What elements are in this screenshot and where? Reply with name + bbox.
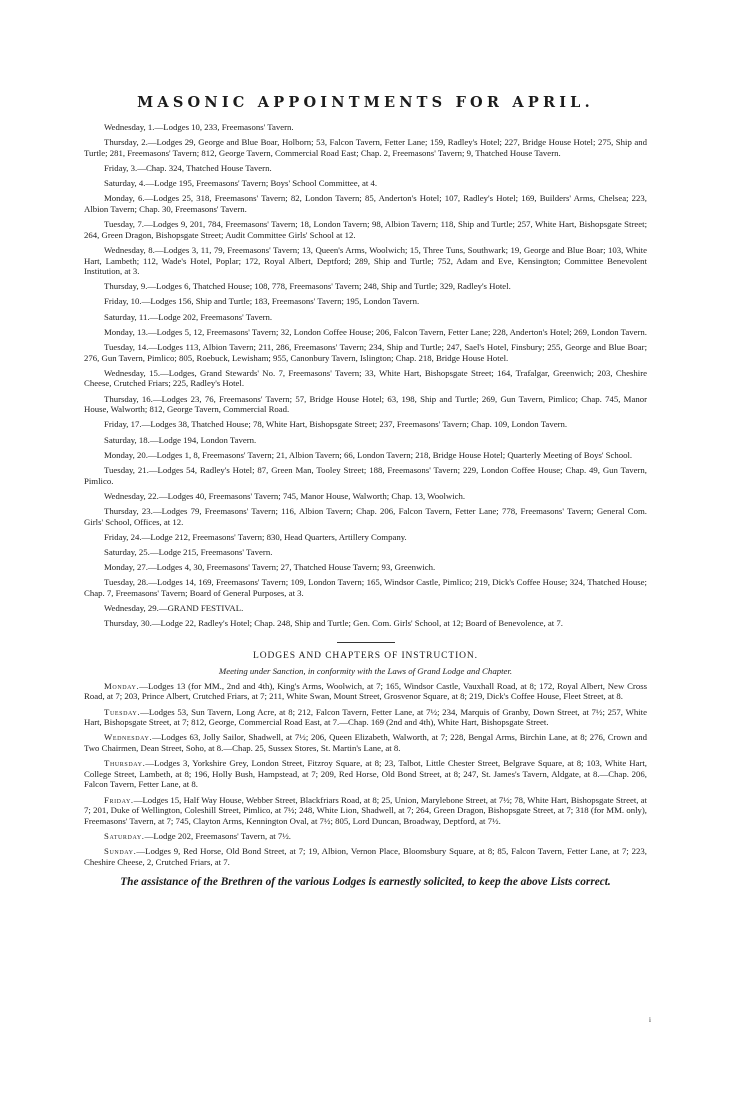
instruction-subheading: Meeting under Sanction, in conformity with the Laws of Grand Lodge and Chapter. bbox=[218, 665, 513, 676]
instruction-entry bbox=[84, 681, 647, 702]
instruction-text: —Lodges 13 (for MM., 2nd and 4th), King's Arms, Woolwich, at 7; 165, Windsor Castle, Vauxhall Road, at 8; 172, Royal Albert, New Cross Road, at 7; 203, Prince Albert, Crutched Friars, at 7; 211, White Swan, Mount Street, Grosvenor Square, at 8; 219, Dick's Coffee House, Fleet Street, at 8. bbox=[84, 680, 647, 702]
instruction-day: Friday. bbox=[104, 794, 134, 805]
instruction-text: —Lodges 15, Half Way House, Webber Street, Blackfriars Road, at 8; 25, Union, Marylebone Street, at 7½; 78, White Hart, Bishopsgate Street, at 7; 201, Duke of Wellington, Coleshill Street, Pimlico, at 7½; 248, White Lion, Shadwell, at 7; 264, Green Dragon, Bishopsgate Street, at 7; 318 (for MM. only), Freemasons' Tavern, at 7; 745, Clayton Arms, Kennington Oval, at 7½; 805, Lord Duncan, Broadway, Deptford, at 7½. bbox=[84, 794, 647, 826]
appointment-entry: Tuesday, 14.—Lodges 113, Albion Tavern; 211, 286, Freemasons' Tavern; 234, Ship and Turtle; 247, Sael's Hotel, Finsbury; 255, George and Blue Boar; 276, Gun Tavern, Pimlico; 805, Roebuck, Lewisham; 955, Canonbury Tavern, Islington; Chap. 218, Bridge House Hotel. bbox=[84, 342, 647, 363]
instruction-day: Monday. bbox=[104, 680, 140, 691]
instruction-text: —Lodges 53, Sun Tavern, Long Acre, at 8; 212, Falcon Tavern, Fetter Lane, at 7½; 234, Marquis of Granby, Down Street, at 7½; 257, White Hart, Bishopsgate Street, at 7; 812, George, Commercial Road East, at 7.—Chap. 169 (2nd and 4th), White Hart, Bishopsgate Street. bbox=[84, 706, 647, 728]
appointment-entry: Friday, 17.—Lodges 38, Thatched House; 78, White Hart, Bishopsgate Street; 237, Freemasons' Tavern; Chap. 109, London Tavern. bbox=[104, 419, 568, 430]
appointments-list bbox=[84, 122, 647, 629]
instruction-heading: LODGES AND CHAPTERS OF INSTRUCTION. bbox=[253, 650, 478, 661]
appointment-entry: Saturday, 25.—Lodge 215, Freemasons' Tavern. bbox=[104, 546, 273, 557]
instruction-entry bbox=[84, 846, 647, 867]
appointment-entry: Tuesday, 21.—Lodges 54, Radley's Hotel; 87, Green Man, Tooley Street; 188, Freemasons' Tavern; 229, London Coffee House; Chap. 49, Gun Tavern, Pimlico. bbox=[84, 464, 647, 486]
appointment-entry: Thursday, 23.—Lodges 79, Freemasons' Tavern; 116, Albion Tavern; Chap. 206, Falcon Tavern, Fetter Lane; 778, Freemasons' Tavern; General Com. Girls' School, Offices, at 12. bbox=[84, 505, 647, 527]
appointment-entry: Thursday, 9.—Lodges 6, Thatched House; 108, 778, Freemasons' Tavern; 248, Ship and Turtle; 329, Radley's Hotel. bbox=[104, 281, 511, 292]
appointment-entry: Thursday, 16.—Lodges 23, 76, Freemasons' Tavern; 57, Bridge House Hotel; 63, 198, Ship and Turtle; 269, Gun Tavern, Pimlico; Chap. 745, Manor House, Walworth; 812, George Tavern, Commercial Road. bbox=[84, 393, 647, 415]
instruction-day: Sunday. bbox=[104, 846, 137, 857]
margin-mark: i bbox=[649, 1016, 651, 1024]
instruction-entry bbox=[84, 795, 647, 827]
instruction-entry bbox=[84, 732, 647, 753]
appointment-entry: Monday, 20.—Lodges 1, 8, Freemasons' Tavern; 21, Albion Tavern; 66, London Tavern; 218, Bridge House Hotel; Quarterly Meeting of Boys' School. bbox=[104, 449, 633, 460]
instruction-text: —Lodges 3, Yorkshire Grey, London Street, Fitzroy Square, at 8; 23, Talbot, Little Chester Street, Belgrave Square, at 8; 103, White Hart, College Street, Lambeth, at 8; 196, Holly Bush, Hampstead, at 7; 209, Red Horse, Old Bond Street, at 8; 247, St. James's Tavern, Aldgate, at 8.—Chap. 206, Falcon Tavern, Fetter Lane, at 8. bbox=[84, 758, 647, 790]
appointment-entry: Wednesday, 1.—Lodges 10, 233, Freemasons' Tavern. bbox=[104, 122, 294, 132]
footer-note: The assistance of the Brethren of the various Lodges is earnestly solicited, to keep the above Lists correct. bbox=[120, 876, 611, 889]
instruction-day: Saturday. bbox=[104, 830, 145, 841]
instruction-day: Wednesday. bbox=[104, 732, 153, 743]
appointment-entry: Saturday, 11.—Lodge 202, Freemasons' Tavern. bbox=[104, 311, 273, 322]
appointment-entry: Friday, 10.—Lodges 156, Ship and Turtle; 183, Freemasons' Tavern; 195, London Tavern. bbox=[104, 296, 420, 307]
appointment-entry: Saturday, 18.—Lodge 194, London Tavern. bbox=[104, 434, 257, 445]
appointment-entry: Monday, 27.—Lodges 4, 30, Freemasons' Tavern; 27, Thatched House Tavern; 93, Greenwich. bbox=[104, 562, 436, 573]
appointment-entry: Friday, 24.—Lodge 212, Freemasons' Tavern; 830, Head Quarters, Artillery Company. bbox=[104, 531, 407, 542]
section-divider bbox=[337, 642, 395, 643]
appointment-entry: Monday, 13.—Lodges 5, 12, Freemasons' Tavern; 32, London Coffee House; 206, Falcon Tavern, Fetter Lane; 228, Anderton's Hotel; 269, London Tavern. bbox=[104, 326, 647, 337]
appointment-entry: Wednesday, 29.—GRAND FESTIVAL. bbox=[104, 603, 244, 614]
instruction-entry bbox=[84, 758, 647, 790]
appointment-entry: Friday, 3.—Chap. 324, Thatched House Tavern. bbox=[104, 162, 272, 173]
appointment-entry: Tuesday, 7.—Lodges 9, 201, 784, Freemasons' Tavern; 18, London Tavern; 98, Albion Tavern; 118, Ship and Turtle; 257, White Hart, Bishopsgate Street; 264, Green Dragon, Bishopsgate Street; Audit Committee Girls' School at 12. bbox=[84, 219, 647, 240]
instruction-text: —Lodges 63, Jolly Sailor, Shadwell, at 7½; 206, Queen Elizabeth, Walworth, at 7; 228, Bengal Arms, Birchin Lane, at 8; 276, Crown and Two Chairmen, Dean Street, Soho, at 8.—Chap. 25, Sussex Stores, St. Martin's Lane, at 8. bbox=[84, 732, 647, 753]
appointment-entry: Saturday, 4.—Lodge 195, Freemasons' Tavern; Boys' School Committee, at 4. bbox=[104, 178, 378, 189]
page-title: MASONIC APPOINTMENTS FOR APRIL. bbox=[137, 94, 594, 111]
appointment-entry: Thursday, 2.—Lodges 29, George and Blue Boar, Holborn; 53, Falcon Tavern, Fetter Lane; 159, Radley's Hotel; 227, Bridge House Hotel; 275, Ship and Turtle; 281, Freemasons' Tavern; 812, George Tavern, Commercial Road East; Chap. 2, Freemasons' Tavern; 9, Thatched House Tavern. bbox=[84, 137, 647, 158]
instruction-list bbox=[84, 681, 647, 867]
instruction-entry bbox=[84, 707, 647, 728]
page-body bbox=[84, 94, 647, 890]
instruction-day: Tuesday. bbox=[104, 706, 141, 717]
appointment-entry: Wednesday, 22.—Lodges 40, Freemasons' Tavern; 745, Manor House, Walworth; Chap. 13, Woolwich. bbox=[104, 490, 466, 501]
appointment-entry: Wednesday, 15.—Lodges, Grand Stewards' No. 7, Freemasons' Tavern; 33, White Hart, Bishopsgate Street; 164, Trafalgar, Greenwich; 203, Cheshire Cheese, Crutched Friars; 225, Radley's Hotel. bbox=[84, 367, 647, 389]
instruction-text: —Lodge 202, Freemasons' Tavern, at 7½. bbox=[144, 830, 291, 841]
instruction-text: —Lodges 9, Red Horse, Old Bond Street, at 7; 19, Albion, Vernon Place, Bloomsbury Square, at 8; 85, Falcon Tavern, Fetter Lane, at 7; 223, Cheshire Cheese, 2, Crutched Friars, at 7. bbox=[84, 846, 647, 867]
appointment-entry: Tuesday, 28.—Lodges 14, 169, Freemasons' Tavern; 109, London Tavern; 165, Windsor Castle, Pimlico; 219, Dick's Coffee House; 324, Thatched House; Chap. 7, Freemasons' Tavern; Board of General Purposes, at 3. bbox=[84, 577, 647, 598]
appointment-entry: Monday, 6.—Lodges 25, 318, Freemasons' Tavern; 82, London Tavern; 85, Anderton's Hotel; 107, Radley's Hotel; 169, Builders' Arms, Chelsea; 223, Albion Tavern; Chap. 30, Freemasons' Tavern. bbox=[84, 193, 647, 214]
instruction-entry bbox=[84, 831, 647, 842]
appointment-entry: Thursday, 30.—Lodge 22, Radley's Hotel; Chap. 248, Ship and Turtle; Gen. Com. Girls' School, at 12; Board of Benevolence, at 7. bbox=[104, 618, 563, 629]
instruction-day: Thursday. bbox=[104, 758, 146, 769]
appointment-entry: Wednesday, 8.—Lodges 3, 11, 79, Freemasons' Tavern; 13, Queen's Arms, Woolwich; 15, Three Tuns, Southwark; 19, George and Blue Boar; 103, White Hart, Lambeth; 112, Wade's Hotel, Poplar; 172, Royal Albert, Deptford; 289, Ship and Turtle; 752, Adam and Eve, Kensington; Committee Benevolent Institution, at 3. bbox=[84, 244, 647, 277]
